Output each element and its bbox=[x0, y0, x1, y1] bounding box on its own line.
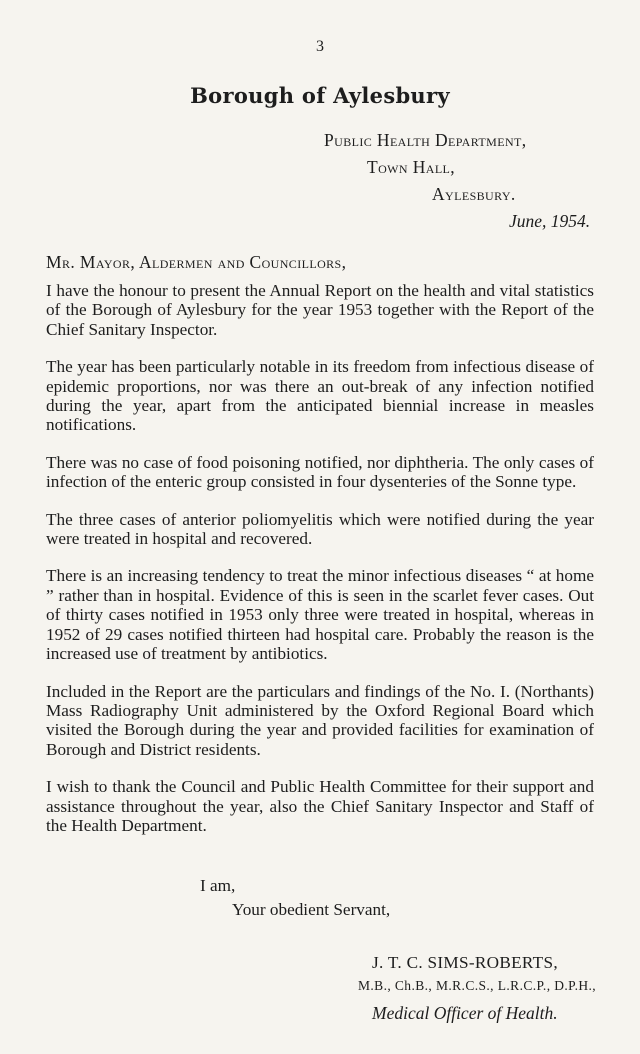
paragraph-3: There was no case of food poisoning notified, nor diphtheria. The only cases of infection of the enteric group consisted in four dysenteries of the Sonne type. bbox=[46, 452, 594, 492]
letter-body bbox=[46, 281, 594, 853]
paragraph-1: I have the honour to present the Annual Report on the health and vital statistics of the Borough of Aylesbury for the year 1953 together with the Report of the Chief Sanitary Inspector. bbox=[46, 281, 594, 339]
paragraph-7: I wish to thank the Council and Public Health Committee for their support and assistance throughout the year, also the Chief Sanitary Inspector and Staff of the Health Department. bbox=[46, 777, 594, 835]
borough-title: Borough of Aylesbury bbox=[190, 83, 450, 108]
signature-name: J. T. C. SIMS-ROBERTS, bbox=[372, 953, 558, 972]
signature-qualifications: M.B., Ch.B., M.R.C.S., L.R.C.P., D.P.H., bbox=[358, 978, 597, 993]
salutation: Mr. Mayor, Aldermen and Councillors, bbox=[46, 252, 347, 272]
paragraph-4: The three cases of anterior poliomyelitis which were notified during the year were treated in hospital and recovered. bbox=[46, 509, 594, 549]
address-building: Town Hall, bbox=[367, 157, 456, 177]
closing-line-2: Your obedient Servant, bbox=[232, 900, 391, 919]
page-number: 3 bbox=[316, 38, 324, 55]
address-date: June, 1954. bbox=[509, 211, 591, 231]
closing-line-1: I am, bbox=[200, 876, 236, 895]
paragraph-2: The year has been particularly notable in its freedom from infectious disease of epidemic proportions, nor was there an out-break of any infection notified during the year, apart from the anticipated biennial increase in measles notifications. bbox=[46, 357, 594, 435]
signature-office: Medical Officer of Health. bbox=[372, 1003, 558, 1023]
paragraph-5: There is an increasing tendency to treat the minor infectious diseases “ at home ” rather than in hospital. Evidence of this is seen in the scarlet fever cases. Out of thirty cases notified in 1953 only three were treated in hospital, whereas in 1952 of 29 cases notified thirteen had hospital care. Probably the reason is the increased use of treatment by antibiotics. bbox=[46, 566, 594, 664]
paragraph-6: Included in the Report are the particulars and findings of the No. I. (Northants) Mass Radiography Unit administered by the Oxford Regional Board which visited the Borough during the year and provided facilities for examination of Borough and District residents. bbox=[46, 681, 594, 759]
address-town: Aylesbury. bbox=[432, 184, 516, 204]
address-department: Public Health Department, bbox=[324, 130, 527, 150]
